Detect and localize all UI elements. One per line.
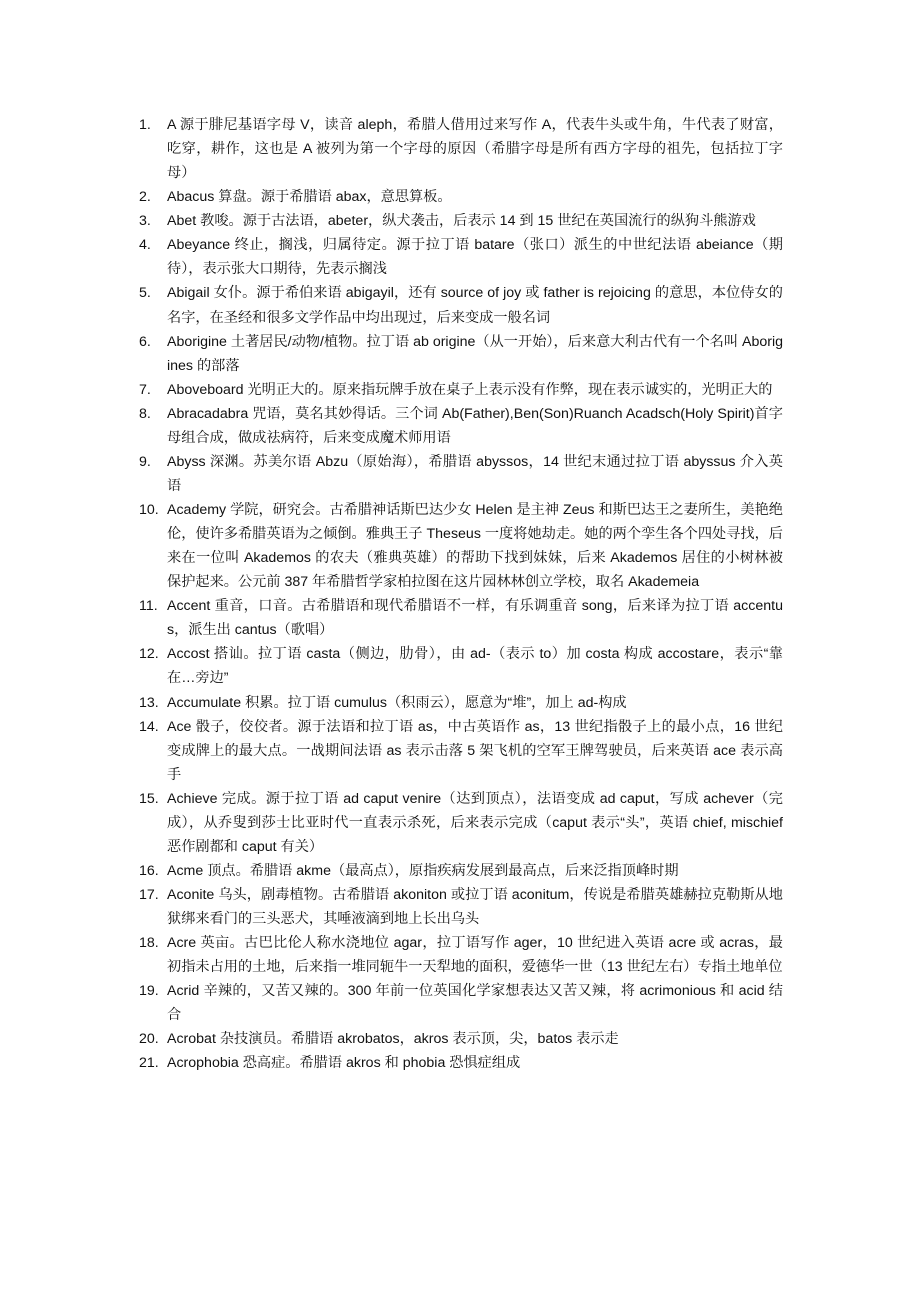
item-text: Aconite 乌头，剧毒植物。古希腊语 akoniton 或拉丁语 aconitum，传说是希腊英雄赫拉克勒斯从地狱绑来看门的三头恶犬，其唾液滴到地上长出乌头 <box>167 887 783 928</box>
item-number: 11. <box>139 598 158 615</box>
item-text: Academy 学院，研究会。古希腊神话斯巴达少女 Helen 是主神 Zeus 和斯巴达王之妻所生，美艳绝伦，使许多希腊英语为之倾倒。雅典王子 Theseus 一度将她劫走。她的两个孪生各个四处寻找，后来在一位叫 Akademos 的农夫（雅典英雄）的帮助下找到妹妹，后来 Akademos 居住的小树林被保护起来。公元前 387 年希腊哲学家柏拉图在这片园林林创立学校，取名 Akademeia <box>167 502 783 591</box>
list-item <box>139 402 783 450</box>
item-number: 1. <box>139 117 151 133</box>
item-text: Abacus 算盘。源于希腊语 abax，意思算板。 <box>167 189 452 206</box>
item-text: Abet 教唆。源于古法语，abeter，纵犬袭击，后表示 14 到 15 世纪在英国流行的纵狗斗熊游戏 <box>167 213 756 230</box>
item-number: 14. <box>139 718 159 735</box>
item-number: 4. <box>139 237 151 254</box>
item-text: Abeyance 终止，搁浅，归属待定。源于拉丁语 batare（张口）派生的中世纪法语 abeiance（期待），表示张大口期待，先表示搁浅 <box>167 237 783 278</box>
item-number: 2. <box>139 189 151 206</box>
list-item <box>139 931 783 979</box>
list-item <box>139 1027 783 1051</box>
item-text: Accent 重音，口音。古希腊语和现代希腊语不一样，有乐调重音 song，后来译为拉丁语 accentus，派生出 cantus（歌唱） <box>167 598 783 639</box>
list-item <box>139 979 783 1027</box>
item-text: Abigail 女仆。源于希伯来语 abigayil，还有 source of joy 或 father is rejoicing 的意思，本位侍女的名字，在圣经和很多文学作品中均出现过，后来变成一般名词 <box>167 285 783 326</box>
item-number: 5. <box>139 285 151 302</box>
list-item <box>139 859 783 883</box>
list-item <box>139 185 783 209</box>
item-number: 15. <box>139 790 159 807</box>
list-item <box>139 787 783 859</box>
item-number: 12. <box>139 646 159 663</box>
list-item <box>139 691 783 715</box>
item-text: Accumulate 积累。拉丁语 cumulus（积雨云），愿意为“堆”，加上 ad-构成 <box>167 694 627 711</box>
item-text: Aboveboard 光明正大的。原来指玩牌手放在桌子上表示没有作弊，现在表示诚实的，光明正大的 <box>167 381 773 398</box>
item-text: Acrid 辛辣的，又苦又辣的。300 年前一位英国化学家想表达又苦又辣，将 acrimonious 和 acid 结合 <box>167 983 783 1024</box>
list-item <box>139 209 783 233</box>
item-text: Achieve 完成。源于拉丁语 ad caput venire（达到顶点），法语变成 ad caput，写成 achever（完成），从乔叟到莎士比亚时代一直表示杀死，后来表示完成（caput 表示“头”，英语 chief, mischief 恶作剧都和 caput 有关） <box>167 790 783 855</box>
item-text: Acme 顶点。希腊语 akme（最高点），原指疾病发展到最高点，后来泛指顶峰时期 <box>167 862 679 879</box>
list-item <box>139 378 783 402</box>
item-number: 19. <box>139 983 159 1000</box>
item-number: 18. <box>139 935 159 952</box>
list-item <box>139 330 783 378</box>
item-number: 3. <box>139 213 151 230</box>
list-item <box>139 498 783 594</box>
item-number: 6. <box>139 333 151 350</box>
item-text: Abyss 深渊。苏美尔语 Abzu（原始海），希腊语 abyssos，14 世纪末通过拉丁语 abyssus 介入英语 <box>167 453 783 494</box>
item-number: 9. <box>139 453 151 470</box>
item-number: 16. <box>139 862 159 879</box>
item-text: Acre 英亩。古巴比伦人称水浇地位 agar，拉丁语写作 ager，10 世纪进入英语 acre 或 acras，最初指未占用的土地，后来指一堆同轭牛一天犁地的面积，爱德华一世（13 世纪左右）专指土地单位 <box>167 935 783 976</box>
list-item <box>139 281 783 329</box>
list-item <box>139 1051 783 1075</box>
item-number: 7. <box>139 381 151 398</box>
item-text: Accost 搭讪。拉丁语 casta（侧边，肋骨），由 ad-（表示 to）加 costa 构成 accostare，表示“靠在…旁边” <box>167 646 783 687</box>
item-number: 8. <box>139 405 151 422</box>
item-number: 21. <box>139 1055 159 1072</box>
list-item <box>139 113 783 185</box>
list-item <box>139 594 783 642</box>
item-text: Ace 骰子，佼佼者。源于法语和拉丁语 as，中古英语作 as，13 世纪指骰子上的最小点，16 世纪变成牌上的最大点。一战期间法语 as 表示击落 5 架飞机的空军王牌驾驶员，后来英语 ace 表示高手 <box>167 718 783 783</box>
item-number: 17. <box>139 887 159 903</box>
item-number: 20. <box>139 1031 159 1048</box>
item-number: 13. <box>139 694 159 711</box>
item-number: 10. <box>139 502 159 518</box>
list-item <box>139 715 783 787</box>
item-text: Acrophobia 恐高症。希腊语 akros 和 phobia 恐惧症组成 <box>167 1055 521 1072</box>
list-item <box>139 450 783 498</box>
item-text: A 源于腓尼基语字母 V，读音 aleph，希腊人借用过来写作 A，代表牛头或牛角，牛代表了财富，吃穿，耕作，这也是 A 被列为第一个字母的原因（希腊字母是所有西方字母的祖先，包括拉丁字母） <box>167 117 783 182</box>
list-item <box>139 883 783 931</box>
list-item <box>139 642 783 690</box>
item-text: Aborigine 土著居民/动物/植物。拉丁语 ab origine（从一开始），后来意大利古代有一个名叫 Aborigines 的部落 <box>167 333 783 374</box>
list-item <box>139 233 783 281</box>
item-text: Acrobat 杂技演员。希腊语 akrobatos，akros 表示顶，尖，batos 表示走 <box>167 1031 619 1048</box>
item-text: Abracadabra 咒语，莫名其妙得话。三个词 Ab(Father),Ben(Son)Ruanch Acadsch(Holy Spirit)首字母组合成，做成祛病符，后来变成魔术师用语 <box>167 405 783 446</box>
etymology-list <box>139 113 783 1076</box>
